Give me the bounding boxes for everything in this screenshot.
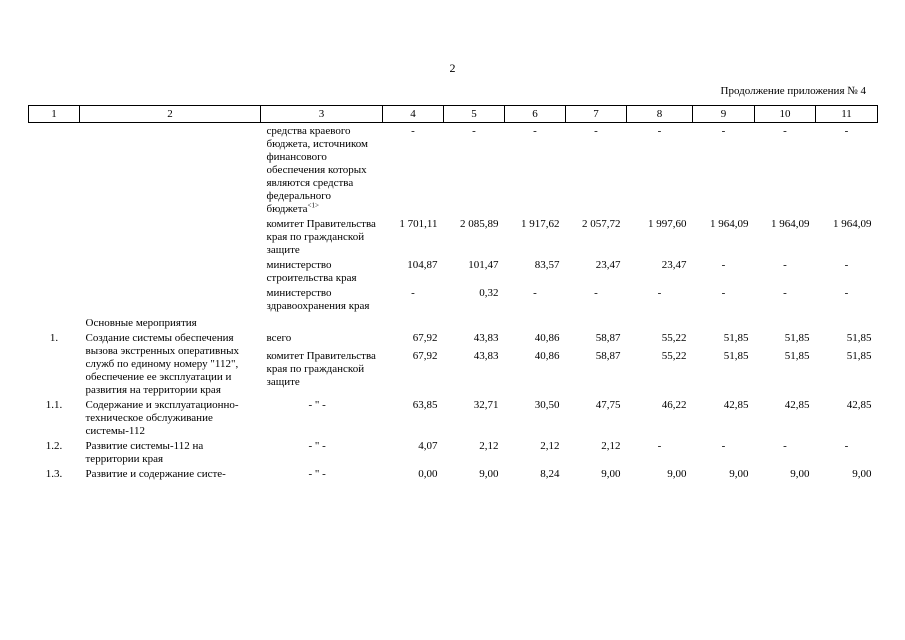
value-cell-col-10: - (783, 259, 787, 271)
column-header: 9 (693, 106, 755, 123)
value-cell-col-10: - (783, 440, 787, 452)
column-header: 2 (80, 106, 261, 123)
table-body (29, 123, 878, 482)
value-cell-col-6: 40,86 (534, 349, 560, 362)
row-number (29, 216, 80, 257)
value-cell-col-5: 9,00 (479, 468, 499, 480)
value-cell-col-6: - (533, 125, 537, 137)
column-header: 5 (444, 106, 505, 123)
value-cell-col-5: - (472, 125, 476, 137)
value-cell-col-4: - (411, 125, 415, 137)
value-cell-col-6: 1 917,62 (521, 218, 560, 230)
row-number (29, 313, 80, 330)
value-cell-col-7: 2 057,72 (582, 218, 621, 230)
column-header: 8 (627, 106, 693, 123)
financing-table-container (28, 105, 877, 481)
value-cell-col-4 (383, 313, 444, 330)
activity-name (80, 216, 261, 257)
value-cell-col-10 (755, 313, 816, 330)
section-heading-row (29, 313, 878, 330)
value-cell-col-7: 58,87 (595, 332, 621, 344)
column-header: 6 (505, 106, 566, 123)
value-cell-col-11: - (844, 259, 849, 271)
value-cell-col-10: 42,85 (784, 399, 810, 411)
column-header: 7 (566, 106, 627, 123)
value-cell-col-8: 9,00 (667, 468, 687, 480)
value-cell-col-9: 51,85 (723, 349, 749, 362)
funding-source-label: - " - (308, 440, 326, 452)
funding-source-label: министерство строительства края (266, 259, 357, 284)
value-cell-col-9: 9,00 (729, 468, 749, 480)
value-cell-col-7: 23,47 (595, 259, 621, 271)
row-number: 1. (49, 332, 59, 344)
activity-name (80, 123, 261, 217)
column-header: 11 (816, 106, 878, 123)
activity-name: Создание системы обеспечения вызова экстренных оперативных служб по единому номеру "112", обеспечение ее эксплуатации и развития на территории края (85, 332, 239, 396)
value-cell-col-7 (566, 313, 627, 330)
value-cell-col-5: 43,83 (473, 349, 499, 362)
value-cell-col-11: 51,85 (846, 332, 872, 344)
value-cell-col-5: 101,47 (468, 259, 499, 271)
value-cell-col-4: 67,92 (412, 332, 438, 344)
value-cell-col-9: - (721, 125, 726, 137)
value-cell-col-5: 0,32 (479, 287, 499, 299)
value-cell-col-6: 8,24 (540, 468, 560, 480)
value-cell-col-7: - (594, 125, 598, 137)
funding-source (261, 313, 383, 330)
column-header: 3 (261, 106, 383, 123)
value-cell-col-9: 51,85 (723, 332, 749, 344)
value-cell-col-9: - (721, 440, 726, 452)
value-cell-col-11: 9,00 (852, 468, 872, 480)
value-cell-col-10: 9,00 (790, 468, 810, 480)
value-cell-col-9: 1 964,09 (710, 218, 749, 230)
table-row (29, 397, 878, 438)
value-cell-col-6 (505, 313, 566, 330)
funding-source-label: средства краевого бюджета, источником финансового обеспечения которых являются средства федерального бюджета (266, 125, 369, 215)
activity-name (80, 257, 261, 285)
row-number (29, 285, 80, 313)
value-cell-col-7: - (594, 287, 598, 299)
table-row (29, 216, 878, 257)
value-cell-col-9: - (721, 287, 726, 299)
value-cell-col-7: 58,87 (595, 349, 621, 362)
value-cell-col-8: 23,47 (661, 259, 687, 271)
column-header: 4 (383, 106, 444, 123)
funding-source (261, 285, 383, 313)
table-row (29, 438, 878, 466)
value-cell-col-4: 0,00 (418, 468, 438, 480)
funding-source-label: - " - (308, 399, 326, 411)
value-cell-col-11: - (844, 125, 849, 137)
page-number: 2 (449, 61, 456, 75)
value-cell-col-8: - (657, 287, 662, 299)
value-cell-col-7: 9,00 (601, 468, 621, 480)
funding-source (261, 348, 383, 397)
funding-source (261, 123, 383, 217)
row-number: 1.1. (45, 399, 63, 411)
footnote-marker: <1> (307, 201, 319, 210)
funding-source (261, 466, 383, 481)
funding-source-label: - " - (308, 468, 326, 480)
column-header: 1 (29, 106, 80, 123)
value-cell-col-5 (444, 313, 505, 330)
row-number: 1.2. (45, 440, 63, 452)
value-cell-col-8: 55,22 (661, 349, 687, 362)
value-cell-col-6: 40,86 (534, 332, 560, 344)
table-row (29, 257, 878, 285)
funding-source (261, 330, 383, 348)
financing-table (28, 105, 878, 481)
value-cell-col-6: 2,12 (540, 440, 560, 452)
value-cell-col-4: 67,92 (412, 349, 438, 362)
value-cell-col-11 (816, 313, 878, 330)
value-cell-col-7: 47,75 (595, 399, 621, 411)
activity-name: Развитие системы-112 на территории края (85, 440, 204, 465)
value-cell-col-9 (693, 313, 755, 330)
value-cell-col-5: 43,83 (473, 332, 499, 344)
value-cell-col-11: 1 964,09 (833, 218, 872, 230)
value-cell-col-5: 32,71 (473, 399, 499, 411)
funding-source (261, 438, 383, 466)
funding-source-label: комитет Правительства края по гражданской защите (266, 218, 376, 256)
column-header: 10 (755, 106, 816, 123)
activity-name: Развитие и содержание систе- (85, 468, 226, 480)
value-cell-col-11: - (844, 440, 849, 452)
funding-source-label: всего (266, 332, 292, 344)
value-cell-col-10: 51,85 (784, 349, 810, 362)
value-cell-col-10: 51,85 (784, 332, 810, 344)
value-cell-col-4: 4,07 (418, 440, 438, 452)
row-number (29, 257, 80, 285)
value-cell-col-10: - (783, 287, 787, 299)
table-row (29, 466, 878, 481)
value-cell-col-4: 1 701,11 (399, 218, 438, 230)
value-cell-col-11: 42,85 (846, 399, 872, 411)
funding-source (261, 257, 383, 285)
value-cell-col-8: 1 997,60 (648, 218, 687, 230)
funding-source-label: министерство здравоохранения края (266, 287, 370, 312)
value-cell-col-10: 1 964,09 (771, 218, 810, 230)
table-row (29, 123, 878, 217)
appendix-continuation-note: Продолжение приложения № 4 (720, 85, 866, 97)
activity-name (80, 285, 261, 313)
value-cell-col-10: - (783, 125, 787, 137)
value-cell-col-4: 104,87 (407, 259, 438, 271)
activity-name: Основные мероприятия (85, 317, 197, 329)
table-row (29, 330, 878, 348)
value-cell-col-7: 2,12 (601, 440, 621, 452)
value-cell-col-4: 63,85 (412, 399, 438, 411)
value-cell-col-6: 83,57 (534, 259, 560, 271)
funding-source (261, 397, 383, 438)
table-row (29, 285, 878, 313)
value-cell-col-9: - (721, 259, 726, 271)
funding-source (261, 216, 383, 257)
funding-source-label: комитет Правительства края по гражданской защите (266, 349, 376, 388)
column-number-header-row (29, 106, 878, 123)
value-cell-col-6: 30,50 (534, 399, 560, 411)
value-cell-col-11: - (844, 287, 849, 299)
value-cell-col-8: 46,22 (661, 399, 687, 411)
value-cell-col-8 (627, 313, 693, 330)
value-cell-col-6: - (533, 287, 537, 299)
value-cell-col-11: 51,85 (846, 349, 872, 362)
row-number: 1.3. (45, 468, 63, 480)
row-number (29, 123, 80, 217)
value-cell-col-8: - (657, 125, 662, 137)
value-cell-col-8: 55,22 (661, 332, 687, 344)
value-cell-col-5: 2,12 (479, 440, 499, 452)
value-cell-col-5: 2 085,89 (460, 218, 499, 230)
activity-name: Содержание и эксплуатационно-техническое обслуживание системы-112 (85, 399, 239, 437)
value-cell-col-8: - (657, 440, 662, 452)
value-cell-col-9: 42,85 (723, 399, 749, 411)
value-cell-col-4: - (411, 287, 415, 299)
